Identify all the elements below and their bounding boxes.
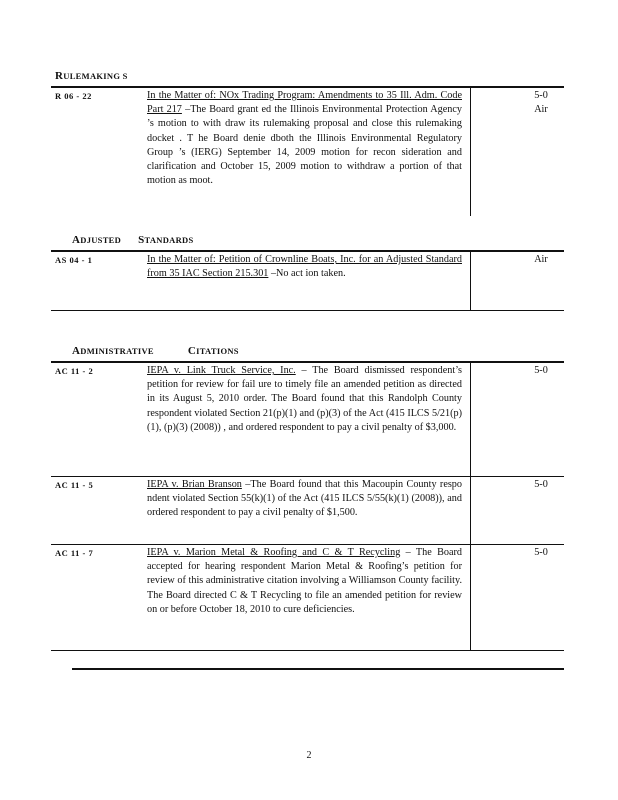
heading-initial: C: [187, 345, 197, 357]
heading-initial: A: [72, 345, 81, 357]
docket-number: AC 11 - 7: [55, 548, 94, 558]
column-divider: [470, 477, 471, 544]
vote-count: 5-0: [534, 547, 548, 558]
section-heading-administrative-citations: [72, 345, 239, 357]
case-summary: –No act ion taken.: [268, 268, 346, 280]
page-number: 2: [306, 750, 312, 761]
heading-rest: DJUSTED: [80, 235, 122, 245]
table-row: [51, 252, 564, 310]
case-summary: – The Board accepted for hearing respondent Marion Metal & Roofing’s petition for review of this administrative citation involving a Williamson County facility. The Board directed C & T Recycling to file an amended petition for review on or before October 18, 2010 to cure deficiencies.: [147, 547, 462, 615]
case-title: IEPA v. Link Truck Service, Inc.: [147, 365, 296, 376]
vote-count: 5-0: [534, 479, 548, 490]
table-row: [51, 88, 564, 216]
case-description: [147, 364, 462, 435]
docket-number: AC 11 - 5: [55, 480, 94, 490]
column-divider: [470, 363, 471, 476]
table-row: [51, 363, 564, 476]
heading-rest: ULEMAKING S: [63, 71, 128, 81]
heading-rest: TANDARDS: [144, 235, 194, 245]
case-title: IEPA v. Brian Branson: [147, 479, 242, 490]
docket-number: AS 04 - 1: [55, 255, 93, 265]
row-divider: [51, 310, 564, 311]
column-divider: [470, 545, 471, 650]
table-row: [51, 545, 564, 650]
case-title: IEPA v. Marion Metal & Roofing and C & T Recycling: [147, 547, 401, 558]
case-title: In the Matter of: NOx Trading Program: Amendments to 35 Ill. Adm. Code Part 217: [147, 90, 462, 116]
heading-rest: ITATIONS: [196, 346, 239, 356]
column-divider: [470, 252, 471, 310]
case-title: In the Matter of: Petition of Crownline Boats, Inc. for an Adjusted Standard from 35 IAC Section 215.301: [147, 254, 462, 280]
heading-initial: A: [72, 234, 81, 246]
heading-initial: R: [55, 70, 64, 82]
table-bottom-rule: [51, 650, 564, 651]
docket-number: R 06 - 22: [55, 91, 92, 101]
heading-initial: S: [138, 234, 145, 246]
program-area: Air: [534, 254, 548, 265]
case-summary: – The Board dismissed respondent’s petition for review for fail ure to timely file an amended petition as directed in its August 5, 2010 order. The Board found that this Randolph County respondent violated Section 21(p)(1) and (p)(3) of the Act (415 ILCS 5/21(p)(1), (p)(3) (2008)) , and ordered respondent to pay a civil penalty of $3,000.: [147, 365, 462, 433]
heading-rest: DMINISTRATIVE: [80, 346, 154, 356]
case-description: [147, 89, 462, 188]
table-row: [51, 477, 564, 544]
case-description: [147, 478, 462, 521]
vote-count: 5-0: [534, 90, 548, 101]
program-area: Air: [534, 104, 548, 116]
section-heading-adjusted-standards: [72, 234, 194, 246]
case-summary: –The Board found that this Macoupin County respo ndent violated Section 55(k)(1) of the Act (415 ILCS 5/55(k)(1) (2008)), and ordered respondent to pay a civil penalty of $1,500.: [147, 479, 462, 519]
case-summary: –The Board grant ed the Illinois Environmental Protection Agency ’s motion to with draw its rulemaking proposal and close this rulemaking docket . T he Board denie dboth the Illinois Environmental Regulatory Group ’s (IERG) September 14, 2009 motion for recon sideration and clarification and October 15, 2009 motion to withdraw a portion of that motion as moot.: [147, 104, 462, 187]
case-description: [147, 546, 462, 617]
vote-cell: [526, 89, 556, 117]
column-divider: [470, 88, 471, 216]
footer-rule: [72, 668, 564, 670]
case-description: [147, 253, 462, 281]
section-heading-rulemakings: [55, 70, 128, 82]
docket-number: AC 11 - 2: [55, 366, 94, 376]
vote-count: 5-0: [534, 365, 548, 376]
